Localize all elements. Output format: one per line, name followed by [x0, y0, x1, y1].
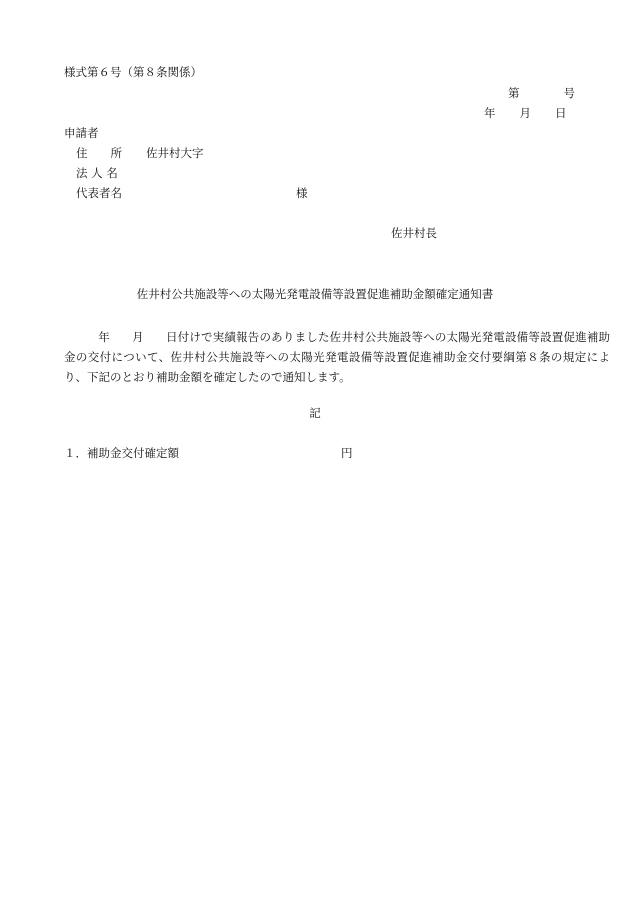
- document-date: [484, 108, 567, 120]
- body-year: 年: [98, 330, 110, 344]
- document-number: [508, 88, 575, 100]
- number-suffix: 号: [563, 86, 575, 100]
- date-year: 年: [484, 106, 496, 120]
- corp-label: 法 人 名: [76, 166, 118, 180]
- address-row: [76, 148, 204, 160]
- body-month: 月: [131, 330, 144, 344]
- document-title: 佐井村公共施設等への太陽光発電設備等設置促進補助金額確定通知書: [136, 287, 494, 301]
- honorific: 様: [296, 186, 308, 200]
- body-paragraph: [64, 327, 610, 387]
- item-label: １．補助金交付確定額: [64, 446, 179, 460]
- mayor-name: 佐井村長: [391, 226, 437, 240]
- address-label: 住 所: [76, 146, 122, 160]
- form-label: 様式第６号（第８条関係）: [64, 65, 202, 79]
- list-item: [64, 448, 353, 460]
- item-unit: 円: [341, 446, 353, 460]
- applicant-heading: 申請者: [64, 126, 99, 140]
- address-value: 佐井村大字: [146, 146, 204, 160]
- number-prefix: 第: [508, 86, 520, 100]
- ki-heading: 記: [309, 406, 321, 420]
- rep-label: 代表者名: [76, 186, 122, 200]
- date-month: 月: [519, 106, 531, 120]
- date-day: 日: [555, 106, 567, 120]
- corp-row: [76, 168, 146, 180]
- representative-row: [76, 188, 308, 200]
- body-text: 日付けで実績報告のありました佐井村公共施設等への太陽光発電設備等設置促進補助金の交付について、佐井村公共施設等への太陽光発電設備等設置促進補助金交付要綱第８条の規定により、下記のとおり補助金額を確定したので通知します。: [64, 330, 611, 384]
